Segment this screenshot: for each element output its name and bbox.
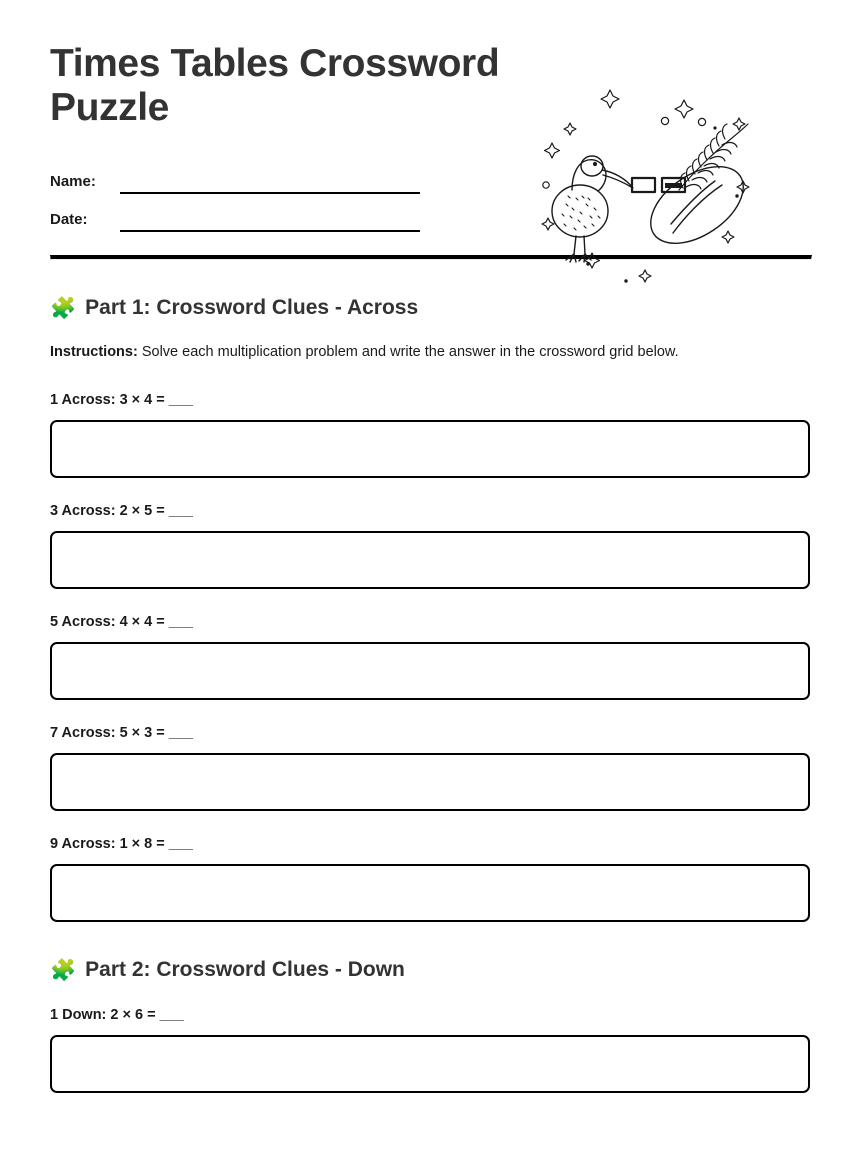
clue-block [50, 1007, 810, 1093]
section-down-heading [50, 958, 810, 982]
instructions-body: Solve each multiplication problem and write the answer in the crossword grid below. [141, 344, 679, 360]
worksheet-header [50, 0, 810, 255]
date-field-input-line[interactable] [120, 229, 420, 232]
clue-text: 3 Across: 2 × 5 = ___ [50, 503, 193, 520]
rectangle-outline-icon [632, 178, 655, 192]
date-field-label: Date: [50, 211, 88, 229]
section-across [50, 296, 810, 922]
clue-block [50, 836, 810, 922]
answer-box[interactable] [50, 1035, 810, 1093]
clue-text: 7 Across: 5 × 3 = ___ [50, 725, 193, 742]
clue-text: 1 Across: 3 × 4 = ___ [50, 392, 193, 409]
answer-box[interactable] [50, 642, 810, 700]
section-across-heading [50, 296, 810, 320]
clue-block [50, 392, 810, 478]
name-field-input-line[interactable] [120, 191, 420, 194]
section-across-heading-text: Part 1: Crossword Clues - Across [85, 296, 419, 319]
section-down [50, 958, 810, 1093]
answer-box[interactable] [50, 420, 810, 478]
clue-block [50, 725, 810, 811]
answer-box[interactable] [50, 531, 810, 589]
puzzle-piece-icon: 🧩 [50, 958, 77, 982]
name-field-label: Name: [50, 173, 96, 191]
page-title: Times Tables Crossword Puzzle [50, 42, 500, 130]
fern-frond-icon [679, 124, 748, 190]
across-instructions [50, 342, 810, 362]
clue-text: 5 Across: 4 × 4 = ___ [50, 614, 193, 631]
clue-text: 9 Across: 1 × 8 = ___ [50, 836, 193, 853]
clue-block [50, 614, 810, 700]
clue-text: 1 Down: 2 × 6 = ___ [50, 1007, 184, 1024]
section-down-heading-text: Part 2: Crossword Clues - Down [85, 958, 405, 982]
answer-box[interactable] [50, 753, 810, 811]
clue-block [50, 503, 810, 589]
rugby-ball-icon [637, 151, 757, 259]
answer-box[interactable] [50, 864, 810, 922]
kiwi-rugby-illustration [532, 78, 772, 298]
instructions-lead: Instructions: [50, 344, 138, 360]
puzzle-piece-icon: 🧩 [50, 296, 77, 320]
kiwi-bird-icon [552, 156, 633, 262]
